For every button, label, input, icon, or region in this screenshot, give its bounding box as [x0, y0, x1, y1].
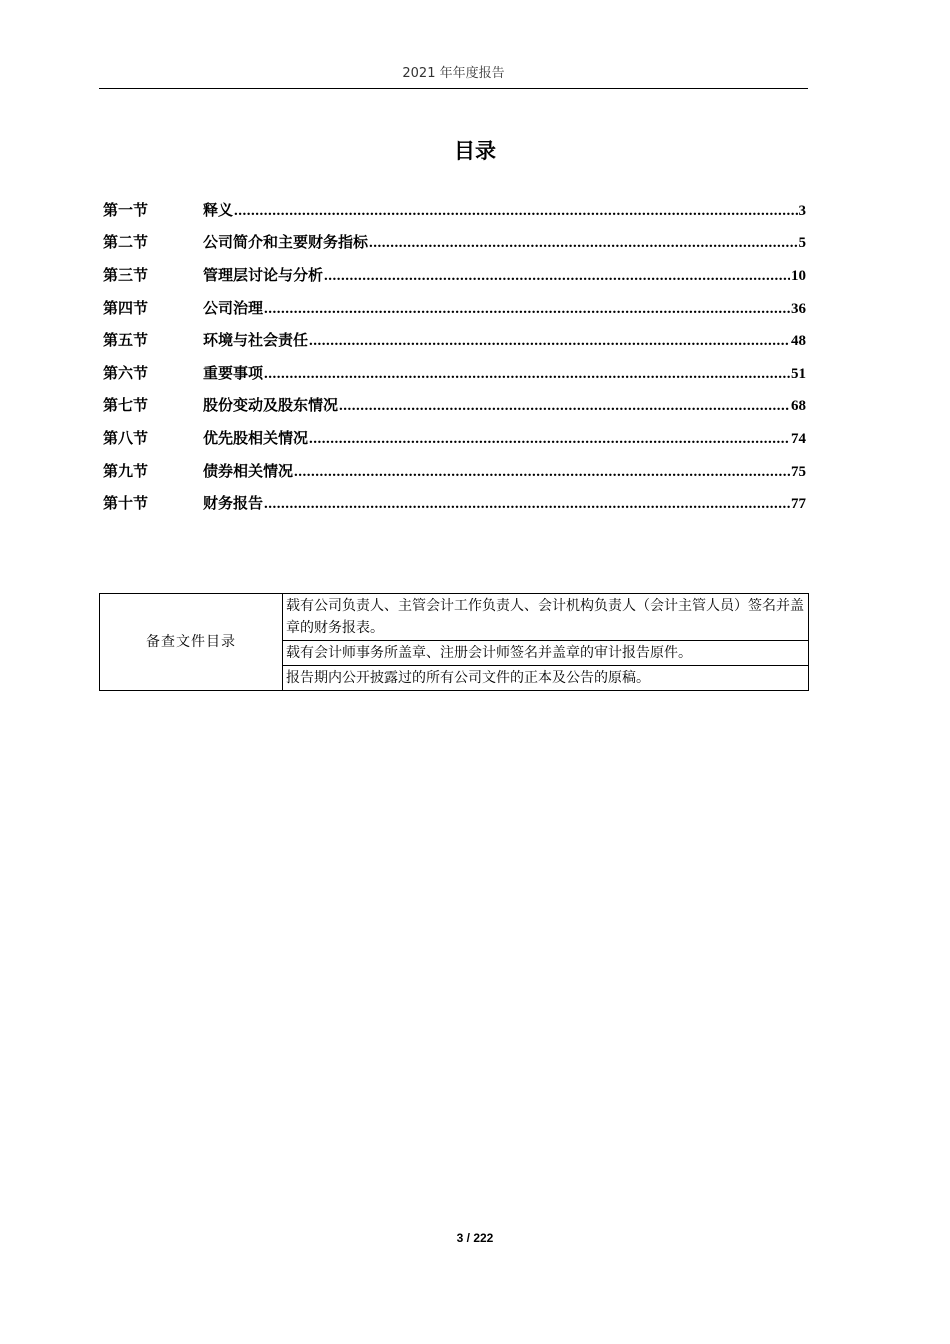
reference-documents-table — [99, 593, 809, 691]
toc-entry[interactable] — [103, 226, 806, 259]
toc-section-title: 优先股相关情况 — [203, 428, 309, 447]
toc-leader-dots — [324, 268, 790, 285]
toc-leader-dots — [369, 235, 797, 252]
toc-entry[interactable] — [103, 323, 806, 356]
page-header: 2021 年年度报告 — [402, 66, 505, 81]
toc-leader-dots — [264, 301, 790, 318]
toc-entry[interactable] — [103, 454, 806, 487]
toc-section-number: 第五节 — [103, 331, 149, 350]
toc-page-number: 10 — [791, 267, 806, 284]
toc-section-title: 债券相关情况 — [203, 461, 294, 480]
toc-entry[interactable] — [103, 291, 806, 324]
toc-page-number: 77 — [791, 496, 806, 513]
toc-section-title: 股份变动及股东情况 — [203, 396, 339, 415]
toc-page-number: 75 — [791, 463, 806, 480]
toc-page-number: 74 — [791, 430, 806, 447]
reference-document-item: 载有公司负责人、主管会计工作负责人、会计机构负责人（会计主管人员）签名并盖章的财务报表。 — [283, 594, 809, 641]
toc-section-title: 公司治理 — [203, 298, 264, 317]
table-of-contents — [103, 193, 806, 519]
table-row — [100, 594, 809, 641]
toc-leader-dots — [264, 366, 790, 383]
toc-section-title: 公司简介和主要财务指标 — [203, 233, 369, 252]
toc-page-number: 48 — [791, 333, 806, 350]
toc-entry[interactable] — [103, 193, 806, 226]
toc-page-number: 51 — [791, 365, 806, 382]
toc-section-number: 第六节 — [103, 363, 149, 382]
toc-leader-dots — [309, 333, 790, 350]
toc-page-number: 36 — [791, 300, 806, 317]
toc-section-number: 第十节 — [103, 494, 149, 513]
toc-section-number: 第一节 — [103, 200, 149, 219]
toc-section-title: 环境与社会责任 — [203, 331, 309, 350]
toc-leader-dots — [234, 203, 797, 220]
toc-entry[interactable] — [103, 421, 806, 454]
toc-entry[interactable] — [103, 258, 806, 291]
toc-section-number: 第三节 — [103, 265, 149, 284]
toc-page-number: 5 — [798, 235, 806, 252]
toc-section-number: 第二节 — [103, 233, 149, 252]
reference-document-item: 报告期内公开披露过的所有公司文件的正本及公告的原稿。 — [283, 666, 809, 691]
reference-document-item: 载有会计师事务所盖章、注册会计师签名并盖章的审计报告原件。 — [283, 641, 809, 666]
header-divider — [99, 88, 808, 89]
toc-entry[interactable] — [103, 356, 806, 389]
toc-section-title: 释义 — [203, 200, 234, 219]
toc-section-number: 第八节 — [103, 428, 149, 447]
toc-title: 目录 — [454, 139, 496, 163]
toc-page-number: 3 — [798, 202, 806, 219]
toc-page-number: 68 — [791, 398, 806, 415]
toc-leader-dots — [264, 496, 790, 513]
page-number: 3 / 222 — [456, 1231, 494, 1245]
toc-leader-dots — [294, 464, 790, 481]
toc-entry[interactable] — [103, 389, 806, 422]
toc-section-number: 第四节 — [103, 298, 149, 317]
toc-leader-dots — [309, 431, 790, 448]
toc-section-title: 重要事项 — [203, 363, 264, 382]
toc-section-title: 财务报告 — [203, 494, 264, 513]
toc-section-number: 第九节 — [103, 461, 149, 480]
toc-section-number: 第七节 — [103, 396, 149, 415]
toc-section-title: 管理层讨论与分析 — [203, 265, 324, 284]
reference-documents-label: 备查文件目录 — [100, 594, 283, 691]
toc-leader-dots — [339, 398, 790, 415]
toc-entry[interactable] — [103, 486, 806, 519]
